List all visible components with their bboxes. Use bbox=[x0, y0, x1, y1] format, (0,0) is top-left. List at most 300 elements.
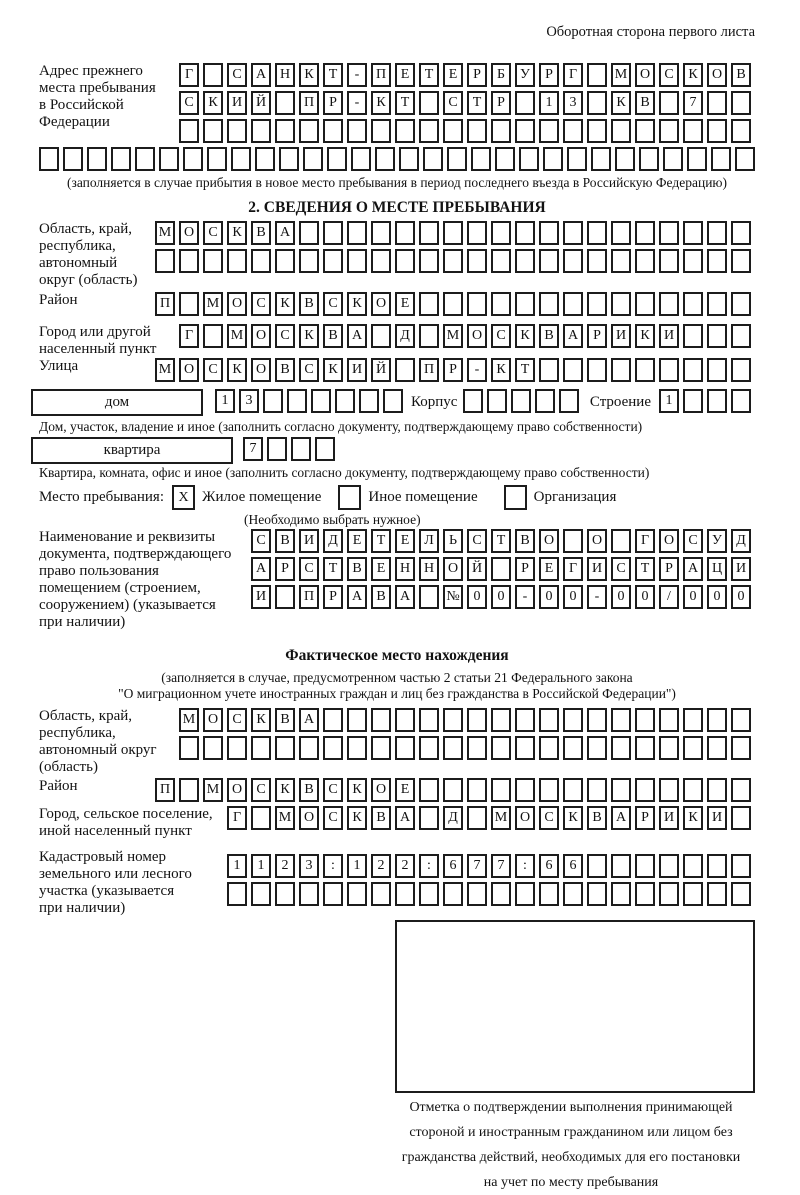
char-cell-empty[interactable] bbox=[275, 119, 295, 143]
char-cell-filled[interactable]: К bbox=[347, 778, 367, 802]
checkbox-organization[interactable] bbox=[504, 485, 527, 510]
char-cell-empty[interactable] bbox=[443, 249, 463, 273]
char-cell-filled[interactable]: С bbox=[251, 292, 271, 316]
char-cell-filled[interactable]: - bbox=[587, 585, 607, 609]
char-cell-empty[interactable] bbox=[731, 91, 751, 115]
char-cell-filled[interactable]: 3 bbox=[299, 854, 319, 878]
char-cell-empty[interactable] bbox=[467, 882, 487, 906]
char-cell-empty[interactable] bbox=[707, 119, 727, 143]
char-cell-empty[interactable] bbox=[299, 882, 319, 906]
char-cell-empty[interactable] bbox=[515, 882, 535, 906]
char-cell-filled[interactable]: Д bbox=[395, 324, 415, 348]
char-cell-filled[interactable]: 0 bbox=[563, 585, 583, 609]
char-cell-empty[interactable] bbox=[731, 854, 751, 878]
char-cell-filled[interactable]: 6 bbox=[443, 854, 463, 878]
char-cell-empty[interactable] bbox=[611, 292, 631, 316]
char-cell-empty[interactable] bbox=[395, 708, 415, 732]
char-cell-filled[interactable]: К bbox=[635, 324, 655, 348]
char-cell-filled[interactable]: И bbox=[347, 358, 367, 382]
char-cell-empty[interactable] bbox=[611, 119, 631, 143]
char-cell-filled[interactable]: Т bbox=[635, 557, 655, 581]
char-cell-empty[interactable] bbox=[299, 119, 319, 143]
char-cell-empty[interactable] bbox=[587, 778, 607, 802]
char-cell-empty[interactable] bbox=[587, 119, 607, 143]
char-cell-filled[interactable]: К bbox=[683, 806, 703, 830]
char-cell-empty[interactable] bbox=[539, 221, 559, 245]
char-cell-empty[interactable] bbox=[463, 389, 483, 413]
char-cell-empty[interactable] bbox=[359, 389, 379, 413]
char-cell-empty[interactable] bbox=[179, 778, 199, 802]
char-cell-empty[interactable] bbox=[659, 221, 679, 245]
char-cell-filled[interactable]: 1 bbox=[251, 854, 271, 878]
char-cell-empty[interactable] bbox=[615, 147, 635, 171]
char-cell-empty[interactable] bbox=[587, 63, 607, 87]
char-cell-filled[interactable]: 7 bbox=[243, 437, 263, 461]
char-cell-filled[interactable]: О bbox=[227, 292, 247, 316]
char-cell-filled[interactable]: 1 bbox=[539, 91, 559, 115]
char-cell-empty[interactable] bbox=[203, 736, 223, 760]
char-cell-empty[interactable] bbox=[383, 389, 403, 413]
char-cell-filled[interactable]: С bbox=[323, 292, 343, 316]
char-cell-empty[interactable] bbox=[179, 736, 199, 760]
char-cell-empty[interactable] bbox=[279, 147, 299, 171]
char-cell-filled[interactable]: О bbox=[467, 324, 487, 348]
char-cell-filled[interactable]: Й bbox=[371, 358, 391, 382]
char-cell-empty[interactable] bbox=[419, 119, 439, 143]
char-cell-empty[interactable] bbox=[111, 147, 131, 171]
char-cell-empty[interactable] bbox=[423, 147, 443, 171]
char-cell-empty[interactable] bbox=[611, 358, 631, 382]
char-cell-filled[interactable]: И bbox=[251, 585, 271, 609]
char-cell-empty[interactable] bbox=[635, 708, 655, 732]
char-cell-empty[interactable] bbox=[683, 882, 703, 906]
char-cell-empty[interactable] bbox=[447, 147, 467, 171]
char-cell-empty[interactable] bbox=[287, 389, 307, 413]
char-cell-empty[interactable] bbox=[735, 147, 755, 171]
char-cell-filled[interactable]: О bbox=[179, 221, 199, 245]
char-cell-filled[interactable]: О bbox=[587, 529, 607, 553]
char-cell-filled[interactable]: К bbox=[299, 324, 319, 348]
char-cell-empty[interactable] bbox=[491, 778, 511, 802]
char-cell-filled[interactable]: О bbox=[371, 292, 391, 316]
char-cell-empty[interactable] bbox=[591, 147, 611, 171]
char-cell-empty[interactable] bbox=[443, 221, 463, 245]
char-cell-empty[interactable] bbox=[347, 119, 367, 143]
char-cell-empty[interactable] bbox=[443, 292, 463, 316]
char-cell-filled[interactable]: Г bbox=[563, 557, 583, 581]
char-cell-filled[interactable]: Б bbox=[491, 63, 511, 87]
char-cell-empty[interactable] bbox=[63, 147, 83, 171]
char-cell-empty[interactable] bbox=[611, 708, 631, 732]
char-cell-empty[interactable] bbox=[467, 708, 487, 732]
char-cell-filled[interactable]: С bbox=[299, 557, 319, 581]
char-cell-empty[interactable] bbox=[467, 221, 487, 245]
char-cell-empty[interactable] bbox=[563, 221, 583, 245]
char-cell-filled[interactable]: А bbox=[683, 557, 703, 581]
char-cell-filled[interactable]: 6 bbox=[539, 854, 559, 878]
char-cell-empty[interactable] bbox=[443, 882, 463, 906]
char-cell-empty[interactable] bbox=[515, 292, 535, 316]
char-cell-filled[interactable]: Т bbox=[323, 557, 343, 581]
char-cell-filled[interactable]: О bbox=[371, 778, 391, 802]
checkbox-other-premises[interactable] bbox=[338, 485, 361, 510]
char-cell-empty[interactable] bbox=[311, 389, 331, 413]
char-cell-filled[interactable]: В bbox=[275, 708, 295, 732]
char-cell-filled[interactable]: О bbox=[227, 778, 247, 802]
char-cell-filled[interactable]: М bbox=[491, 806, 511, 830]
char-cell-empty[interactable] bbox=[203, 324, 223, 348]
char-cell-filled[interactable]: 3 bbox=[563, 91, 583, 115]
char-cell-empty[interactable] bbox=[659, 736, 679, 760]
char-cell-empty[interactable] bbox=[159, 147, 179, 171]
char-cell-filled[interactable]: О bbox=[443, 557, 463, 581]
char-cell-filled[interactable]: В bbox=[635, 91, 655, 115]
char-cell-filled[interactable]: О bbox=[251, 324, 271, 348]
char-cell-filled[interactable]: 0 bbox=[731, 585, 751, 609]
char-cell-filled[interactable]: О bbox=[179, 358, 199, 382]
char-cell-filled[interactable]: К bbox=[347, 292, 367, 316]
char-cell-filled[interactable]: С bbox=[299, 358, 319, 382]
char-cell-empty[interactable] bbox=[683, 708, 703, 732]
char-cell-filled[interactable]: 1 bbox=[215, 389, 235, 413]
char-cell-empty[interactable] bbox=[515, 708, 535, 732]
char-cell-empty[interactable] bbox=[323, 119, 343, 143]
char-cell-filled[interactable]: В bbox=[299, 778, 319, 802]
char-cell-empty[interactable] bbox=[539, 358, 559, 382]
char-cell-filled[interactable]: О bbox=[659, 529, 679, 553]
char-cell-empty[interactable] bbox=[467, 736, 487, 760]
char-cell-empty[interactable] bbox=[375, 147, 395, 171]
char-cell-empty[interactable] bbox=[683, 358, 703, 382]
char-cell-filled[interactable]: 7 bbox=[683, 91, 703, 115]
char-cell-filled[interactable]: П bbox=[419, 358, 439, 382]
char-cell-filled[interactable]: Т bbox=[395, 91, 415, 115]
char-cell-empty[interactable] bbox=[419, 221, 439, 245]
char-cell-filled[interactable]: К bbox=[299, 63, 319, 87]
char-cell-empty[interactable] bbox=[251, 736, 271, 760]
char-cell-empty[interactable] bbox=[443, 708, 463, 732]
char-cell-filled[interactable]: С bbox=[227, 708, 247, 732]
char-cell-filled[interactable]: 7 bbox=[467, 854, 487, 878]
char-cell-filled[interactable]: Р bbox=[275, 557, 295, 581]
char-cell-filled[interactable]: 0 bbox=[467, 585, 487, 609]
char-cell-filled[interactable]: - bbox=[347, 63, 367, 87]
char-cell-empty[interactable] bbox=[227, 119, 247, 143]
char-cell-filled[interactable]: П bbox=[155, 778, 175, 802]
char-cell-empty[interactable] bbox=[611, 529, 631, 553]
char-cell-filled[interactable]: 2 bbox=[395, 854, 415, 878]
char-cell-filled[interactable]: Р bbox=[539, 63, 559, 87]
char-cell-empty[interactable] bbox=[587, 882, 607, 906]
char-cell-filled[interactable]: : bbox=[515, 854, 535, 878]
char-cell-empty[interactable] bbox=[395, 221, 415, 245]
char-cell-filled[interactable]: А bbox=[347, 585, 367, 609]
char-cell-filled[interactable]: : bbox=[419, 854, 439, 878]
char-cell-filled[interactable]: К bbox=[203, 91, 223, 115]
char-cell-empty[interactable] bbox=[731, 882, 751, 906]
char-cell-empty[interactable] bbox=[419, 882, 439, 906]
char-cell-empty[interactable] bbox=[731, 736, 751, 760]
char-cell-empty[interactable] bbox=[539, 119, 559, 143]
checkbox-residential[interactable]: X bbox=[172, 485, 195, 510]
char-cell-empty[interactable] bbox=[371, 736, 391, 760]
char-cell-filled[interactable]: А bbox=[299, 708, 319, 732]
char-cell-empty[interactable] bbox=[267, 437, 287, 461]
char-cell-empty[interactable] bbox=[731, 119, 751, 143]
char-cell-empty[interactable] bbox=[495, 147, 515, 171]
char-cell-empty[interactable] bbox=[635, 778, 655, 802]
char-cell-empty[interactable] bbox=[231, 147, 251, 171]
char-cell-filled[interactable]: В bbox=[371, 585, 391, 609]
char-cell-filled[interactable]: К bbox=[275, 778, 295, 802]
char-cell-empty[interactable] bbox=[491, 292, 511, 316]
char-cell-filled[interactable]: Л bbox=[419, 529, 439, 553]
char-cell-empty[interactable] bbox=[491, 882, 511, 906]
char-cell-filled[interactable]: Д bbox=[731, 529, 751, 553]
char-cell-empty[interactable] bbox=[635, 249, 655, 273]
char-cell-empty[interactable] bbox=[515, 91, 535, 115]
char-cell-empty[interactable] bbox=[443, 778, 463, 802]
char-cell-filled[interactable]: Р bbox=[491, 91, 511, 115]
char-cell-empty[interactable] bbox=[515, 778, 535, 802]
char-cell-empty[interactable] bbox=[227, 736, 247, 760]
char-cell-empty[interactable] bbox=[635, 358, 655, 382]
char-cell-empty[interactable] bbox=[155, 249, 175, 273]
char-cell-filled[interactable]: К bbox=[323, 358, 343, 382]
char-cell-empty[interactable] bbox=[659, 854, 679, 878]
char-cell-filled[interactable]: Г bbox=[227, 806, 247, 830]
char-cell-empty[interactable] bbox=[443, 119, 463, 143]
char-cell-empty[interactable] bbox=[659, 91, 679, 115]
char-cell-empty[interactable] bbox=[299, 736, 319, 760]
char-cell-filled[interactable]: Й bbox=[467, 557, 487, 581]
char-cell-filled[interactable]: О bbox=[299, 806, 319, 830]
char-cell-empty[interactable] bbox=[419, 806, 439, 830]
char-cell-empty[interactable] bbox=[419, 292, 439, 316]
char-cell-filled[interactable]: У bbox=[515, 63, 535, 87]
char-cell-filled[interactable]: 6 bbox=[563, 854, 583, 878]
char-cell-filled[interactable]: В bbox=[371, 806, 391, 830]
char-cell-empty[interactable] bbox=[515, 736, 535, 760]
char-cell-empty[interactable] bbox=[419, 736, 439, 760]
char-cell-filled[interactable]: О bbox=[539, 529, 559, 553]
char-cell-filled[interactable]: И bbox=[659, 806, 679, 830]
char-cell-empty[interactable] bbox=[275, 585, 295, 609]
char-cell-empty[interactable] bbox=[371, 119, 391, 143]
char-cell-empty[interactable] bbox=[347, 221, 367, 245]
char-cell-filled[interactable]: Й bbox=[251, 91, 271, 115]
char-cell-filled[interactable]: К bbox=[347, 806, 367, 830]
char-cell-empty[interactable] bbox=[491, 708, 511, 732]
char-cell-empty[interactable] bbox=[635, 736, 655, 760]
char-cell-empty[interactable] bbox=[39, 147, 59, 171]
char-cell-filled[interactable]: Е bbox=[443, 63, 463, 87]
char-cell-empty[interactable] bbox=[731, 389, 751, 413]
char-cell-empty[interactable] bbox=[611, 778, 631, 802]
char-cell-empty[interactable] bbox=[731, 221, 751, 245]
char-cell-filled[interactable]: В bbox=[515, 529, 535, 553]
char-cell-filled[interactable]: Ц bbox=[707, 557, 727, 581]
char-cell-empty[interactable] bbox=[323, 249, 343, 273]
char-cell-empty[interactable] bbox=[491, 221, 511, 245]
char-cell-filled[interactable]: В bbox=[251, 221, 271, 245]
char-cell-empty[interactable] bbox=[635, 292, 655, 316]
char-cell-filled[interactable]: А bbox=[611, 806, 631, 830]
char-cell-filled[interactable]: М bbox=[155, 358, 175, 382]
char-cell-empty[interactable] bbox=[275, 249, 295, 273]
char-cell-empty[interactable] bbox=[323, 221, 343, 245]
char-cell-empty[interactable] bbox=[251, 249, 271, 273]
char-cell-empty[interactable] bbox=[563, 708, 583, 732]
char-cell-empty[interactable] bbox=[203, 119, 223, 143]
char-cell-empty[interactable] bbox=[707, 389, 727, 413]
char-cell-filled[interactable]: И bbox=[611, 324, 631, 348]
char-cell-filled[interactable]: П bbox=[155, 292, 175, 316]
char-cell-filled[interactable]: П bbox=[299, 585, 319, 609]
char-cell-filled[interactable]: С bbox=[227, 63, 247, 87]
char-cell-empty[interactable] bbox=[683, 249, 703, 273]
char-cell-filled[interactable]: 0 bbox=[491, 585, 511, 609]
char-cell-filled[interactable]: М bbox=[203, 778, 223, 802]
char-cell-filled[interactable]: С bbox=[251, 778, 271, 802]
char-cell-empty[interactable] bbox=[707, 778, 727, 802]
char-cell-filled[interactable]: Т bbox=[323, 63, 343, 87]
char-cell-filled[interactable]: Н bbox=[419, 557, 439, 581]
char-cell-empty[interactable] bbox=[467, 249, 487, 273]
char-cell-empty[interactable] bbox=[731, 358, 751, 382]
char-cell-empty[interactable] bbox=[539, 249, 559, 273]
char-cell-empty[interactable] bbox=[183, 147, 203, 171]
char-cell-empty[interactable] bbox=[347, 736, 367, 760]
char-cell-empty[interactable] bbox=[371, 221, 391, 245]
char-cell-filled[interactable]: 2 bbox=[275, 854, 295, 878]
char-cell-empty[interactable] bbox=[563, 736, 583, 760]
char-cell-filled[interactable]: К bbox=[611, 91, 631, 115]
char-cell-filled[interactable]: В bbox=[323, 324, 343, 348]
char-cell-filled[interactable]: В bbox=[731, 63, 751, 87]
char-cell-empty[interactable] bbox=[251, 882, 271, 906]
char-cell-filled[interactable]: А bbox=[395, 806, 415, 830]
char-cell-empty[interactable] bbox=[659, 778, 679, 802]
char-cell-empty[interactable] bbox=[291, 437, 311, 461]
char-cell-empty[interactable] bbox=[335, 389, 355, 413]
char-cell-empty[interactable] bbox=[707, 736, 727, 760]
char-cell-empty[interactable] bbox=[491, 557, 511, 581]
char-cell-empty[interactable] bbox=[611, 854, 631, 878]
char-cell-filled[interactable]: М bbox=[203, 292, 223, 316]
char-cell-empty[interactable] bbox=[251, 806, 271, 830]
char-cell-empty[interactable] bbox=[683, 854, 703, 878]
char-cell-filled[interactable]: С bbox=[323, 778, 343, 802]
char-cell-filled[interactable]: В bbox=[275, 529, 295, 553]
char-cell-filled[interactable]: К bbox=[227, 358, 247, 382]
char-cell-empty[interactable] bbox=[707, 882, 727, 906]
char-cell-filled[interactable]: Е bbox=[395, 529, 415, 553]
char-cell-empty[interactable] bbox=[399, 147, 419, 171]
char-cell-filled[interactable]: И bbox=[299, 529, 319, 553]
char-cell-empty[interactable] bbox=[467, 806, 487, 830]
char-cell-filled[interactable]: Е bbox=[539, 557, 559, 581]
char-cell-empty[interactable] bbox=[683, 736, 703, 760]
char-cell-empty[interactable] bbox=[419, 324, 439, 348]
char-cell-filled[interactable]: Т bbox=[371, 529, 391, 553]
char-cell-filled[interactable]: В bbox=[587, 806, 607, 830]
char-cell-filled[interactable]: Н bbox=[275, 63, 295, 87]
char-cell-empty[interactable] bbox=[471, 147, 491, 171]
char-cell-empty[interactable] bbox=[251, 119, 271, 143]
char-cell-empty[interactable] bbox=[659, 119, 679, 143]
char-cell-empty[interactable] bbox=[419, 91, 439, 115]
char-cell-filled[interactable]: Ь bbox=[443, 529, 463, 553]
char-cell-filled[interactable]: Р bbox=[635, 806, 655, 830]
char-cell-empty[interactable] bbox=[395, 882, 415, 906]
char-cell-empty[interactable] bbox=[539, 708, 559, 732]
char-cell-filled[interactable]: : bbox=[323, 854, 343, 878]
char-cell-empty[interactable] bbox=[87, 147, 107, 171]
char-cell-empty[interactable] bbox=[255, 147, 275, 171]
char-cell-empty[interactable] bbox=[315, 437, 335, 461]
char-cell-filled[interactable]: К bbox=[515, 324, 535, 348]
char-cell-empty[interactable] bbox=[299, 221, 319, 245]
char-cell-filled[interactable]: А bbox=[395, 585, 415, 609]
char-cell-filled[interactable]: Г bbox=[179, 63, 199, 87]
char-cell-filled[interactable]: Р bbox=[323, 91, 343, 115]
char-cell-filled[interactable]: С bbox=[275, 324, 295, 348]
char-cell-empty[interactable] bbox=[731, 292, 751, 316]
char-cell-filled[interactable]: 0 bbox=[707, 585, 727, 609]
char-cell-filled[interactable]: 1 bbox=[227, 854, 247, 878]
char-cell-empty[interactable] bbox=[587, 292, 607, 316]
char-cell-empty[interactable] bbox=[227, 249, 247, 273]
char-cell-filled[interactable]: К bbox=[491, 358, 511, 382]
char-cell-empty[interactable] bbox=[543, 147, 563, 171]
char-cell-empty[interactable] bbox=[303, 147, 323, 171]
char-cell-empty[interactable] bbox=[275, 91, 295, 115]
char-cell-filled[interactable]: - bbox=[515, 585, 535, 609]
char-cell-empty[interactable] bbox=[491, 736, 511, 760]
char-cell-empty[interactable] bbox=[539, 292, 559, 316]
char-cell-empty[interactable] bbox=[707, 249, 727, 273]
char-cell-empty[interactable] bbox=[563, 292, 583, 316]
char-cell-filled[interactable]: Д bbox=[323, 529, 343, 553]
char-cell-empty[interactable] bbox=[587, 91, 607, 115]
char-cell-empty[interactable] bbox=[731, 708, 751, 732]
char-cell-empty[interactable] bbox=[395, 358, 415, 382]
char-cell-empty[interactable] bbox=[635, 119, 655, 143]
char-cell-empty[interactable] bbox=[395, 119, 415, 143]
char-cell-filled[interactable]: Р bbox=[587, 324, 607, 348]
char-cell-empty[interactable] bbox=[515, 221, 535, 245]
char-cell-filled[interactable]: С bbox=[491, 324, 511, 348]
char-cell-empty[interactable] bbox=[683, 389, 703, 413]
char-cell-filled[interactable]: А bbox=[563, 324, 583, 348]
char-cell-empty[interactable] bbox=[515, 249, 535, 273]
char-cell-filled[interactable]: С bbox=[683, 529, 703, 553]
char-cell-filled[interactable]: А bbox=[251, 557, 271, 581]
char-cell-empty[interactable] bbox=[711, 147, 731, 171]
char-cell-empty[interactable] bbox=[179, 249, 199, 273]
char-cell-empty[interactable] bbox=[683, 292, 703, 316]
char-cell-filled[interactable]: С bbox=[443, 91, 463, 115]
char-cell-empty[interactable] bbox=[635, 854, 655, 878]
char-cell-filled[interactable]: Р bbox=[515, 557, 535, 581]
char-cell-empty[interactable] bbox=[659, 708, 679, 732]
char-cell-filled[interactable]: П bbox=[371, 63, 391, 87]
char-cell-empty[interactable] bbox=[539, 778, 559, 802]
char-cell-empty[interactable] bbox=[347, 882, 367, 906]
char-cell-empty[interactable] bbox=[687, 147, 707, 171]
char-cell-empty[interactable] bbox=[659, 882, 679, 906]
